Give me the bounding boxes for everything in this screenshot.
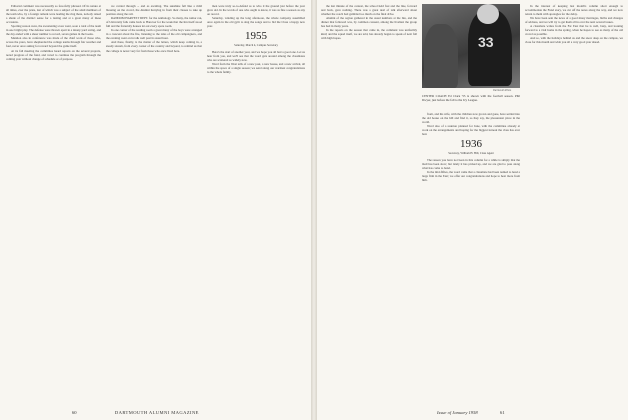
left-column-2 xyxy=(106,4,202,53)
issue-label: Issue of January 1958 xyxy=(437,410,478,415)
paragraph: Saturday, winding up the long afternoon, the whole company assembled once again in the old gym to sing the songs and to bid the Class a happy new year. xyxy=(207,16,305,29)
right-column-2 xyxy=(422,112,520,182)
paragraph: men were truly so-to-defend as to who it the ground just before the year grew old. In the words of one who ought to know, it was as fine a season as any on record. xyxy=(207,4,305,17)
right-page xyxy=(317,0,628,420)
paragraph: Sporting reason were, the sweetening score went, soon a total of the team in one bright play. The defense were thrown apart in a ninety-yard swing, and the day ended with a sheer number to record, seven games in the books. xyxy=(6,24,101,37)
paragraph: In the mid-fifties, the word came that a classmate had been named to head a large firm in the East; we offer our congratulations and hope to hear more from him. xyxy=(422,170,520,183)
paragraph: RANDOM HARVEST DEPT. for the Anthology. So many, the rumor ran, of University folk came back to Hanover for the week that the Inn itself stood full and the fraternity houses let out every spare room. xyxy=(106,16,202,29)
paragraph: In the interest of keeping last month's column short enough to accommodate the Fund story, we cut off the notes along the way, and we now return to them with apologies for the delay. xyxy=(525,4,623,17)
paragraph: A classmate writes from the Far East that he is well, busy, and looking forward to a visit home in the spring, when he hopes to see as many of the old crowd as possible. xyxy=(525,24,623,37)
left-page xyxy=(0,0,311,420)
paragraph: Mention also in conference was made of the chief work of those who, across the years, have shepherded the college teams through fair weather and foul, never once asking for reward beyond the game itself. xyxy=(6,36,101,49)
right-column-1 xyxy=(321,4,417,40)
magazine-title: DARTMOUTH ALUMNI MAGAZINE xyxy=(114,410,199,415)
paragraph: Word from the West tells of a new post, a new house, and a new arrival, all within the space of a single season; we send along our warmest congratulations to the whole family. xyxy=(207,62,305,75)
paragraph: At its fall meeting the committee heard reports on the several projects, noted progress of the fund, and voted to continue the program through the coming year without change of schedule or of purpose. xyxy=(6,48,101,61)
class-year-heading: 1936 xyxy=(460,138,482,151)
photo-caption: CENTER COACH Ed Clark '55 is shown with the football season. Phil Dwyer, just before the fall to the Ivy League. xyxy=(422,94,520,102)
page-number: 60 xyxy=(72,410,77,415)
paragraph: Word also of a reunion planned for June, with the committee already at work on the arrangements and hoping for the biggest turnout the class has ever had. xyxy=(422,124,520,137)
paragraph: We have been sent the news of a good many marriages, births and changes of address, and we will try to get them all in over the next several issues. xyxy=(525,16,623,25)
paragraph: In one corner of the reading room a great many of the boys were arranged in a crescent about the fire, listening to the tales of the old campaigners, and the evening went on in talk well past its usual hour. xyxy=(106,28,202,41)
paragraph: the last minute of the contest, the school held fast and the line, forward and back, gave nothing. There was a great deal of talk afterward about whether the coach had gambled too much on the final drive. xyxy=(321,4,417,17)
paragraph: The reason you have not been in this column for a while is simply that the mail has been slow; but lately it has picked up, and we are glad to pass along what has come to hand. xyxy=(422,157,520,170)
left-column-3 xyxy=(207,4,305,74)
class-secretary-line: Secretary, William H. Hill, Class Agent xyxy=(448,151,494,156)
class-secretary-line: Saturday, March 4, Campus Secretary xyxy=(234,43,278,48)
right-column-3 xyxy=(525,4,623,44)
page-number: 61 xyxy=(500,410,505,415)
left-page-footer xyxy=(72,410,199,416)
paragraph: And so, with the holidays behind us and the snow deep on the campus, we close for this month and wish you all a very good year ahead. xyxy=(525,36,623,45)
jersey-number: 33 xyxy=(478,34,494,50)
paragraph: Alumni of the region gathered in the usual numbers at the Inn, and the dinner that followed was, by common consent, among the liveliest the group has had in many years. xyxy=(321,16,417,29)
paragraph: we carried through ... and as awaiting. The sunshine fell like a mild blessing on the crowd, the Alumni hurrying in from their classes to take up position along the rail. xyxy=(106,4,202,17)
left-column-1 xyxy=(6,4,101,61)
photo-credit: Dartmouth Photo xyxy=(493,89,512,92)
class-year-heading: 1955 xyxy=(245,30,267,43)
paragraph: from, and his wife, with the children now grown and gone, have settled into the old house on the hill and find it, so they say, the pleasantest place in the world. xyxy=(422,112,520,125)
paragraph: Here's the start of another year, and we hope you all had a good one. Let us hear from you, and we'll see that the word gets around among the classmates who are scattered so widely now. xyxy=(207,49,305,62)
paragraph: In the reports on the season that came in, the comment was uniformly kind; and the squad itself, we are told, has already begun to speak of next fall with high hopes. xyxy=(321,28,417,41)
right-page-footer xyxy=(437,410,505,416)
football-player-photo xyxy=(422,4,520,88)
paragraph: And there, finally, is the matter of the letters, which keep coming in, a steady stream, from every corner of the country and beyond, to remind us that the college is never very far from those who once lived here. xyxy=(106,40,202,53)
paragraph: Editorial comment was necessarily so fore-fully phrased. Of its nature at all times, ever the prize, last of which was a subject of the adult members of the team who, by a foreign remark were leading the ring there, nobody raised a shade of the distinct sense for a lasting and at a great many of these occasions. xyxy=(6,4,101,25)
